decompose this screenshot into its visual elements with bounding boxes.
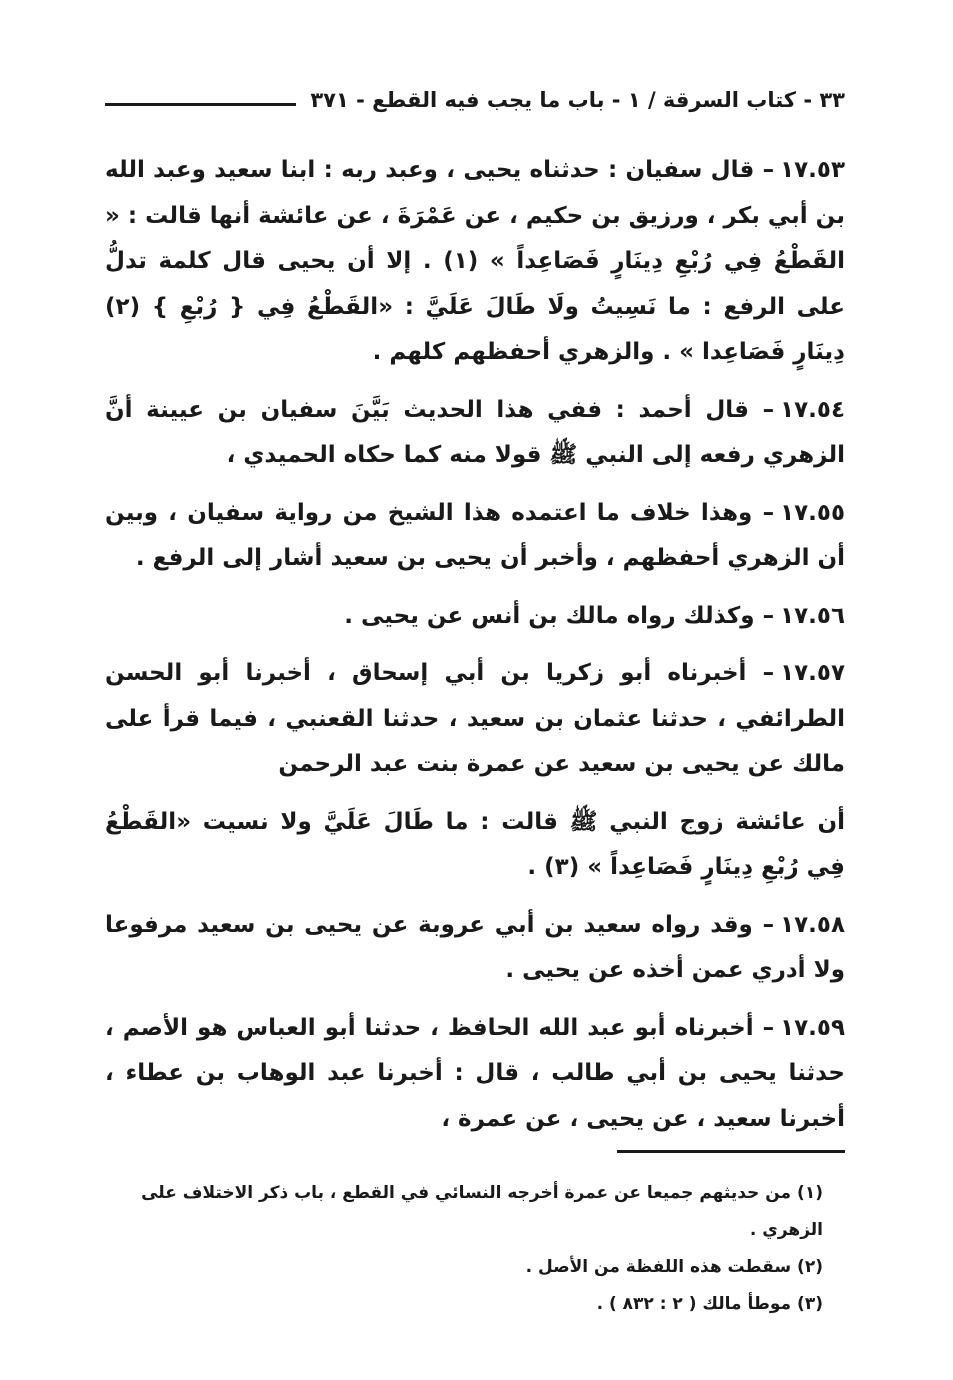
paragraph-text: – وكذلك رواه مالك بن أنس عن يحيى .	[344, 602, 775, 629]
main-text	[105, 148, 845, 1154]
footnote-marker: (٣)	[797, 1294, 823, 1314]
footnotes	[123, 1175, 823, 1323]
footnote-3	[123, 1286, 823, 1323]
paragraph-17-55	[105, 491, 845, 582]
paragraph-number: ١٧.٥٩	[780, 1014, 845, 1041]
paragraph-text: – أخبرناه أبو عبد الله الحافظ ، حدثنا أبو العباس هو الأصم ، حدثنا يحيى بن أبي طالب ، قال : أخبرنا عبد الوهاب بن عطاء ، أخبرنا سعيد ، عن يحيى ، عن عمرة ،	[105, 1014, 845, 1132]
footnote-text: من حديثهم جميعا عن عمرة أخرجه النسائي في القطع ، باب ذكر الاختلاف على الزهري .	[141, 1183, 823, 1240]
paragraph-number: ١٧.٥٤	[780, 396, 845, 423]
paragraph-17-58	[105, 903, 845, 994]
paragraph-text: – أخبرناه أبو زكريا بن أبي إسحاق ، أخبرنا أبو الحسن الطرائفي ، حدثنا عثمان بن سعيد ، حدثنا القعنبي ، فيما قرأ على مالك عن يحيى بن سعيد عن عمرة بنت عبد الرحمن	[105, 660, 845, 777]
header-rule	[105, 103, 296, 106]
paragraph-number: ١٧.٥٦	[780, 602, 845, 629]
paragraph-text: – قال سفيان : حدثناه يحيى ، وعبد ربه : ابنا سعيد وعبد الله بن أبي بكر ، ورزيق بن حكيم ، عن عَمْرَةَ ، عن عائشة أنها قالت : « القَطْعُ فِي رُبْعِ دِينَارٍ فَصَاعِداً » (١) . إلا أن يحيى قال كلمة تدلُّ على الرفع : ما نَسِيتُ ولَا طَالَ عَلَيَّ : «القَطْعُ فِي { رُبْعِ } (٢) دِينَارٍ فَصَاعِدا » . والزهري أحفظهم كلهم .	[105, 157, 845, 365]
footnote-text: موطأ مالك ( ٢ : ٨٣٢ ) .	[596, 1294, 792, 1314]
footnote-separator	[617, 1150, 845, 1153]
paragraph-text: – وهذا خلاف ما اعتمده هذا الشيخ من رواية سفيان ، وبين أن الزهري أحفظهم ، وأخبر أن يحيى بن سعيد أشار إلى الرفع .	[105, 499, 845, 571]
paragraph-17-56	[105, 594, 845, 640]
paragraph-text: – وقد رواه سعيد بن أبي عروبة عن يحيى بن سعيد مرفوعا ولا أدري عمن أخذه عن يحيى .	[105, 911, 845, 983]
footnote-marker: (٢)	[797, 1257, 823, 1277]
paragraph-number: ١٧.٥٣	[780, 157, 845, 183]
running-header	[105, 80, 845, 120]
paragraph-17-53	[105, 148, 845, 376]
paragraph-17-59	[105, 1006, 845, 1143]
footnote-text: سقطت هذه اللفظة من الأصل .	[525, 1257, 792, 1277]
paragraph-number: ١٧.٥٨	[780, 911, 845, 938]
paragraph-text: أن عائشة زوج النبي ﷺ قالت : ما طَالَ عَلَيَّ ولا نسيت «القَطْعُ فِي رُبْعِ دِينَارٍ فَصَاعِداً » (٣) .	[105, 808, 845, 880]
footnote-marker: (١)	[797, 1183, 823, 1203]
running-header-text: ٣٣ - كتاب السرقة / ١ - باب ما يجب فيه القطع - ٣٧١	[310, 88, 845, 112]
paragraph-17-57	[105, 651, 845, 788]
footnote-1	[123, 1175, 823, 1249]
paragraph-continuation	[105, 800, 845, 891]
paragraph-text: – قال أحمد : ففي هذا الحديث بَيَّنَ سفيان بن عيينة أنَّ الزهري رفعه إلى النبي ﷺ قولا منه كما حكاه الحميدي ،	[105, 396, 845, 468]
paragraph-17-54	[105, 388, 845, 479]
paragraph-number: ١٧.٥٥	[780, 499, 845, 526]
footnote-2	[123, 1249, 823, 1286]
paragraph-number: ١٧.٥٧	[780, 660, 845, 686]
